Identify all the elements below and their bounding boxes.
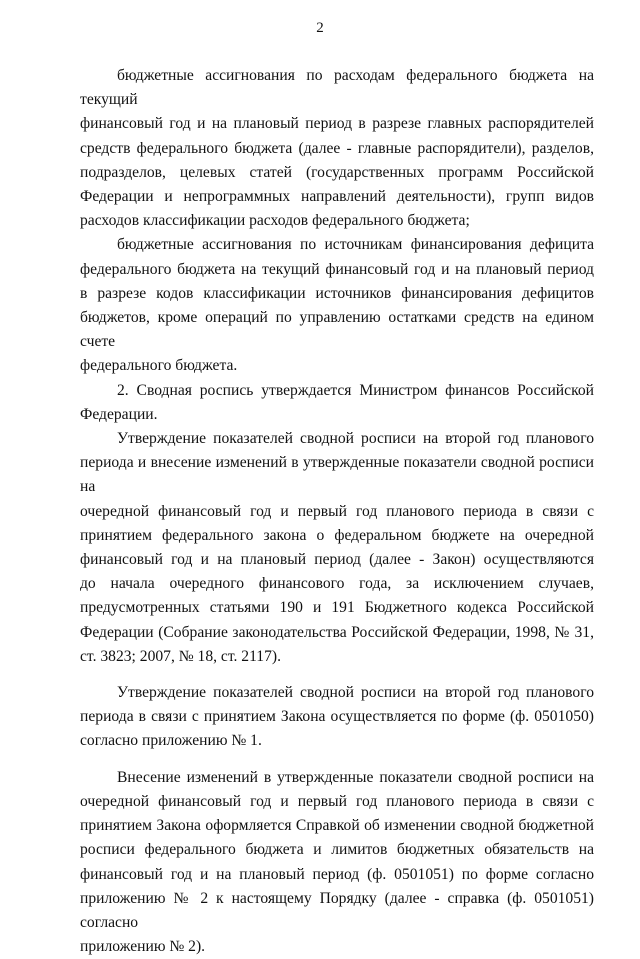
text-line: бюджетные ассигнования по источникам финансирования дефицита xyxy=(117,236,594,254)
text-line: федерального бюджета. xyxy=(80,357,238,375)
text-line: расходов классификации расходов федерального бюджета; xyxy=(80,212,470,230)
text-line: приложению № 2). xyxy=(80,938,206,956)
paragraph-approval-form-0501050 xyxy=(80,681,594,754)
text-line: до начала очередного финансового года, за исключением случаев, xyxy=(80,575,594,593)
text-line: финансовый год и на плановый период (ф. 0501051) по форме согласно xyxy=(80,865,594,883)
text-line: приложению № 2 к настоящему Порядку (далее - справка (ф. 0501051) согласно xyxy=(80,889,594,931)
text-line: в разрезе кодов классификации источников финансирования дефицитов xyxy=(80,284,594,302)
text-line: 2. Сводная роспись утверждается Министром финансов Российской xyxy=(117,381,594,399)
text-line: средств федерального бюджета (далее - главные распорядители), разделов, xyxy=(80,139,594,157)
text-line: согласно приложению № 1. xyxy=(80,732,262,750)
text-line: Федерации. xyxy=(80,405,158,423)
paragraph-approval-second-year xyxy=(80,427,594,669)
text-line: предусмотренных статьями 190 и 191 Бюджетного кодекса Российской xyxy=(80,599,594,617)
text-line: ст. 3823; 2007, № 18, ст. 2117). xyxy=(80,647,281,665)
text-line: бюджетные ассигнования по расходам федерального бюджета на текущий xyxy=(80,67,594,109)
document-body xyxy=(80,60,594,959)
text-line: принятием Закона оформляется Справкой об изменении сводной бюджетной xyxy=(80,817,594,835)
page-number: 2 xyxy=(316,20,324,36)
text-line: очередной финансовый год и первый год планового периода в связи с xyxy=(80,502,594,520)
text-line: федерального бюджета на текущий финансовый год и на плановый период xyxy=(80,260,594,278)
paragraph-item-2 xyxy=(80,379,594,427)
text-line: Утверждение показателей сводной росписи на второй год планового xyxy=(117,430,594,448)
paragraph-budget-deficit-sources xyxy=(80,233,594,378)
text-line: периода в связи с принятием Закона осуществляется по форме (ф. 0501050) xyxy=(80,708,594,726)
text-line: подразделов, целевых статей (государственных программ Российской xyxy=(80,163,594,181)
text-line: финансовый год и на плановый период в разрезе главных распорядителей xyxy=(80,115,594,133)
text-line: Внесение изменений в утвержденные показатели сводной росписи на xyxy=(117,768,594,786)
text-line: Федерации (Собрание законодательства Российской Федерации, 1998, № 31, xyxy=(80,623,594,641)
text-line: росписи федерального бюджета и лимитов бюджетных обязательств на xyxy=(80,841,594,859)
text-line: бюджетов, кроме операций по управлению остатками средств на едином счете xyxy=(80,309,594,351)
text-line: очередной финансовый год и первый год планового периода в связи с xyxy=(80,792,594,810)
text-line: финансовый год и на плановый период (далее - Закон) осуществляются xyxy=(80,551,594,569)
paragraph-changes-form-0501051 xyxy=(80,766,594,959)
text-line: Утверждение показателей сводной росписи на второй год планового xyxy=(117,684,594,702)
text-line: принятием федерального закона о федеральном бюджете на очередной xyxy=(80,526,594,544)
text-line: периода и внесение изменений в утвержденные показатели сводной росписи на xyxy=(80,454,594,496)
text-line: Федерации и непрограммных направлений деятельности), групп видов xyxy=(80,188,594,206)
paragraph-budget-expenditures xyxy=(80,64,594,233)
